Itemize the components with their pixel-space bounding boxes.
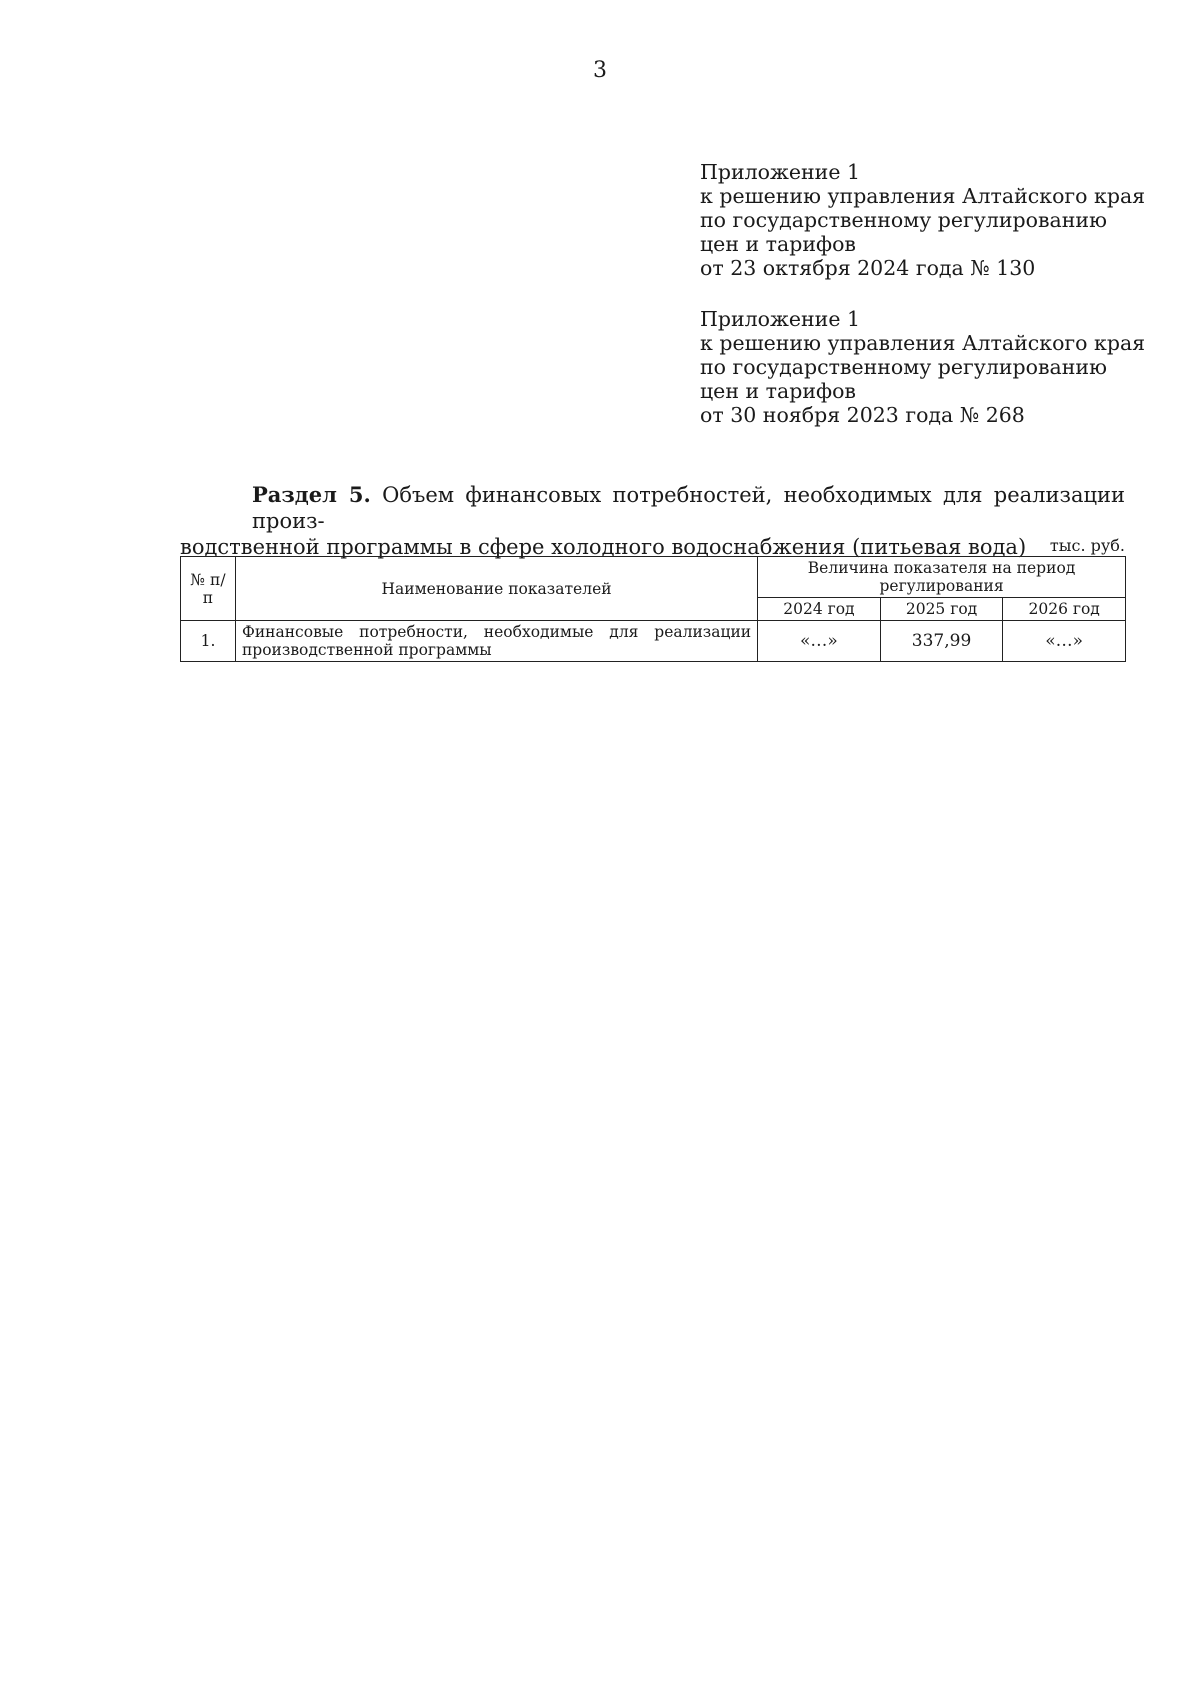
- section-title-line2: водственной программы в сфере холодного водоснабжения (питьевая вода): [180, 535, 1027, 559]
- appendix-date: от 30 ноября 2023 года № 268: [700, 403, 1025, 427]
- appendix-line: к решению управления Алтайского края: [700, 184, 1146, 208]
- row-num: 1.: [181, 621, 236, 662]
- section-title-line1: [180, 482, 1125, 534]
- appendix-line: цен и тарифов: [700, 232, 856, 256]
- appendix-title: Приложение 1: [700, 160, 861, 184]
- appendix-block-previous: [700, 307, 1170, 427]
- header-period: Величина показателя на период регулирования: [758, 557, 1126, 598]
- header-num: № п/п: [181, 557, 236, 621]
- row-name: Финансовые потребности, необходимые для реализации производственной программы: [235, 621, 757, 662]
- section-title-text1: Объем финансовых потребностей, необходимых для реализации произ-: [252, 483, 1125, 533]
- units-label: тыс. руб.: [1049, 536, 1125, 555]
- page-number: 3: [593, 58, 607, 83]
- appendix-line: по государственному регулированию: [700, 208, 1107, 232]
- row-value-2025: 337,99: [880, 621, 1003, 662]
- header-year-2024: 2024 год: [758, 598, 881, 621]
- table-header-row: [181, 557, 1126, 598]
- row-value-2026: «…»: [1003, 621, 1126, 662]
- appendix-block-current: [700, 160, 1170, 280]
- header-year-2025: 2025 год: [880, 598, 1003, 621]
- row-value-2024: «…»: [758, 621, 881, 662]
- appendix-line: по государственному регулированию: [700, 355, 1107, 379]
- header-name: Наименование показателей: [235, 557, 757, 621]
- appendix-line: к решению управления Алтайского края: [700, 331, 1146, 355]
- header-year-2026: 2026 год: [1003, 598, 1126, 621]
- table-row: [181, 621, 1126, 662]
- appendix-title: Приложение 1: [700, 307, 861, 331]
- section-label: Раздел 5.: [252, 482, 371, 507]
- appendix-line: цен и тарифов: [700, 379, 856, 403]
- appendix-date: от 23 октября 2024 года № 130: [700, 256, 1036, 280]
- financial-needs-table: [180, 556, 1126, 662]
